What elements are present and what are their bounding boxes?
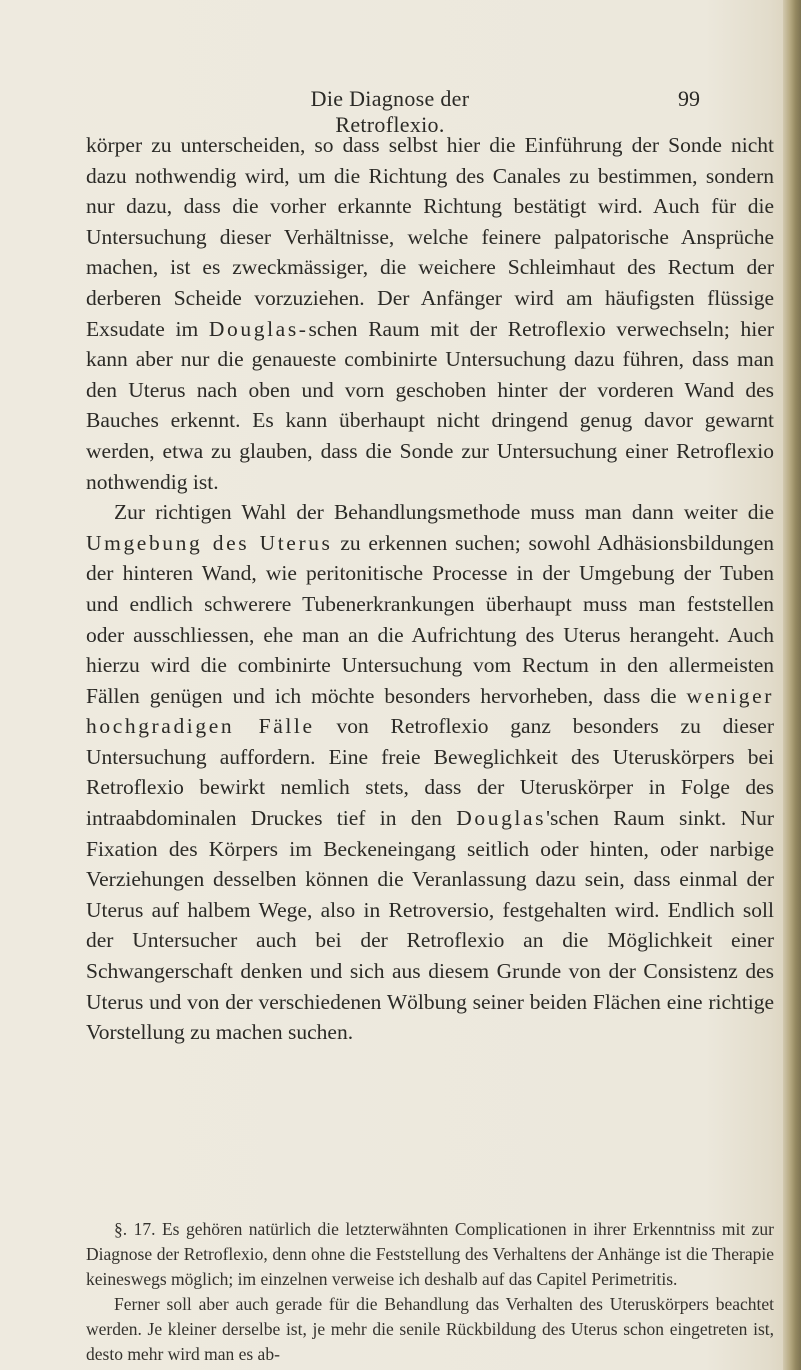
- paragraph-2-part-b: zu erkennen suchen; sowohl Adhäsionsbildungen der hinteren Wand, wie peritonitische Processe in der Umgebung der Tuben und endlich schwerere Tubenerkrankungen überhaupt muss man feststellen oder ausschliessen, ehe man an die Aufrichtung des Uterus herangeht. Auch hierzu wird die combinirte Untersuchung vom Rectum in den allermeisten Fällen genügen und ich möchte besonders hervorheben, dass die: [86, 530, 775, 708]
- spaced-emphasis-umgebung: Umgebung des Uterus: [86, 530, 333, 555]
- section-17-paragraph-2: Ferner soll aber auch gerade für die Behandlung das Verhalten des Uteruskörpers beachtet werden. Je kleiner derselbe ist, je mehr die senile Rückbildung des Uterus schon eingetreten ist, desto mehr wird man es ab-: [86, 1294, 774, 1364]
- section-17-paragraph-1: §. 17. Es gehören natürlich die letzterwähnten Complicationen in ihrer Erkenntniss mit zur Diagnose der Retroflexio, denn ohne die Feststellung des Verhaltens der Anhänge ist die Therapie keineswegs möglich; im einzelnen verweise ich deshalb auf das Capitel Perimetritis.: [86, 1219, 774, 1289]
- spaced-name-douglas: Douglas-: [208, 316, 309, 341]
- paragraph-2-part-a: Zur richtigen Wahl der Behandlungsmethode muss man dann weiter die: [114, 500, 774, 525]
- paragraph-1-part-b: schen Raum mit der Retroflexio verwechseln; hier kann aber nur die genaueste combinirte Untersuchung dazu führen, dass man den Uterus nach oben und vorn geschoben hinter der vorderen Wand des Bauches erkennt. Es kann überhaupt nicht dringend genug davor gewarnt werden, etwa zu glauben, dass die Sonde zur Untersuchung einer Retroflexio nothwendig ist.: [86, 316, 774, 494]
- running-title: Die Diagnose der Retroflexio.: [310, 86, 470, 137]
- spaced-emphasis-weniger: weniger hochgradigen Fälle: [86, 683, 774, 739]
- paragraph-2-part-c: von Retroflexio ganz besonders zu dieser Untersuchung auffordern. Eine freie Beweglichkeit des Uteruskörpers bei Retroflexio bewirkt nemlich stets, dass der Uteruskörper in Folge des intraabdominalen Druckes tief in den: [86, 714, 774, 831]
- spaced-name-douglas-2: Douglas: [456, 806, 547, 831]
- page-number: 99: [678, 86, 700, 111]
- section-17: [86, 1217, 774, 1367]
- main-text: [86, 130, 774, 1048]
- page-edge-shadow: [783, 0, 801, 1370]
- paragraph-2-part-d: 'schen Raum sinkt. Nur Fixation des Körpers im Beckeneingang seitlich oder hinten, oder narbige Verziehungen desselben können die Veranlassung dazu sein, dass einmal der Uterus auf halbem Wege, also in Retroversio, festgehalten wird. Endlich soll der Untersucher auch bei der Retroflexio an die Möglichkeit einer Schwangerschaft denken und sich aus diesem Grunde von der Consistenz des Uterus und von der verschiedenen Wölbung seiner beiden Flächen eine richtige Vorstellung zu machen suchen.: [86, 806, 774, 1045]
- paragraph-1-part-a: körper zu unterscheiden, so dass selbst hier die Einführung der Sonde nicht dazu nothwendig wird, um die Richtung des Canales zu bestimmen, sondern nur dazu, dass die vorher erkannte Richtung bestätigt wird. Auch für die Untersuchung dieser Verhältnisse, welche feinere palpatorische Ansprüche machen, ist es zweckmässiger, die weichere Schleimhaut des Rectum der derberen Scheide vorzuziehen. Der Anfänger wird am häufigsten flüssige Exsudate im: [86, 133, 774, 341]
- paragraph-2: [86, 497, 774, 1048]
- running-head: [0, 86, 740, 137]
- paragraph-1: [86, 130, 774, 497]
